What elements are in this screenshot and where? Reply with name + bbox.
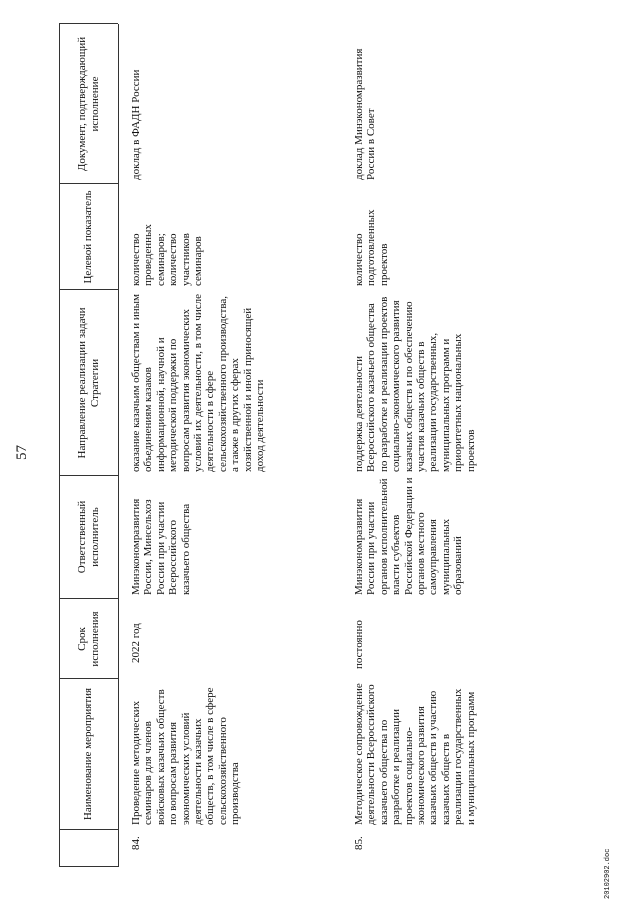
- document-code: 20102902.doc: [604, 848, 612, 899]
- header-document: Документ, подтверждающий исполнение: [76, 36, 101, 172]
- column-divider: [59, 289, 118, 290]
- row-number: 84.: [130, 836, 142, 850]
- cell-responsible: Минэкономразвития России, Минсельхоз России при участии Всероссийского казачьего общества: [130, 498, 192, 595]
- column-divider: [59, 23, 118, 24]
- cell-name: Методическое сопровождение деятельности Всероссийского казачьего общества по разработке и реализации проектов социально-экономического развития казачьих обществ и участию казачьих обществ в реализации государственных и муниципальных программ: [353, 683, 477, 825]
- cell-responsible: Минэкономразвития России при участии органов исполнительной власти субъектов Российской Федерации и органов местного самоуправления муниципальных образований: [353, 477, 465, 595]
- cell-document: доклад Минэкономразвития России в Совет: [353, 48, 378, 180]
- column-divider: [59, 678, 118, 679]
- cell-name: Проведение методических семинаров для членов войсковых казачьих обществ по вопросам развития экономических условий деятельности казачьих обществ, в том числе в сфере сельскохозяйственного производства: [130, 687, 242, 825]
- cell-indicator: количество проведенных семинаров; количество участников семинаров: [130, 224, 205, 286]
- page-number: 57: [14, 445, 30, 460]
- column-divider: [59, 866, 118, 867]
- cell-term: постоянно: [353, 620, 365, 669]
- table-rule: [118, 24, 119, 867]
- header-term: Срок исполнения: [76, 611, 101, 667]
- cell-indicator: количество подготовленных проектов: [353, 209, 390, 286]
- row-number: 85.: [353, 836, 365, 850]
- column-divider: [59, 829, 118, 830]
- cell-document: доклад в ФАДН России: [130, 69, 142, 180]
- header-direction: Направление реализации задачи Стратегии: [76, 307, 101, 459]
- header-name: Наименование мероприятия: [82, 687, 95, 821]
- cell-direction: оказание казачьим обществам и иным объединениям казаков информационной, научной и методической поддержки по вопросам развития экономических условий их деятельности, в том числе деятельности в сфере сельскохозяйственного производства, а также в других сферах хозяйственной и иной приносящей доход деятельности: [130, 293, 267, 472]
- header-responsible: Ответственный исполнитель: [76, 500, 101, 574]
- column-divider: [59, 183, 118, 184]
- cell-term: 2022 год: [130, 623, 142, 663]
- header-indicator: Целевой показатель: [82, 190, 95, 284]
- column-divider: [59, 598, 118, 599]
- cell-direction: поддержка деятельности Всероссийского казачьего общества по разработке и реализации проектов социально-экономического развития казачьих обществ и по обеспечению участия казачьих обществ в реализации государственных, муниципальных программ и приоритетных национальных проектов: [353, 296, 477, 472]
- column-divider: [59, 475, 118, 476]
